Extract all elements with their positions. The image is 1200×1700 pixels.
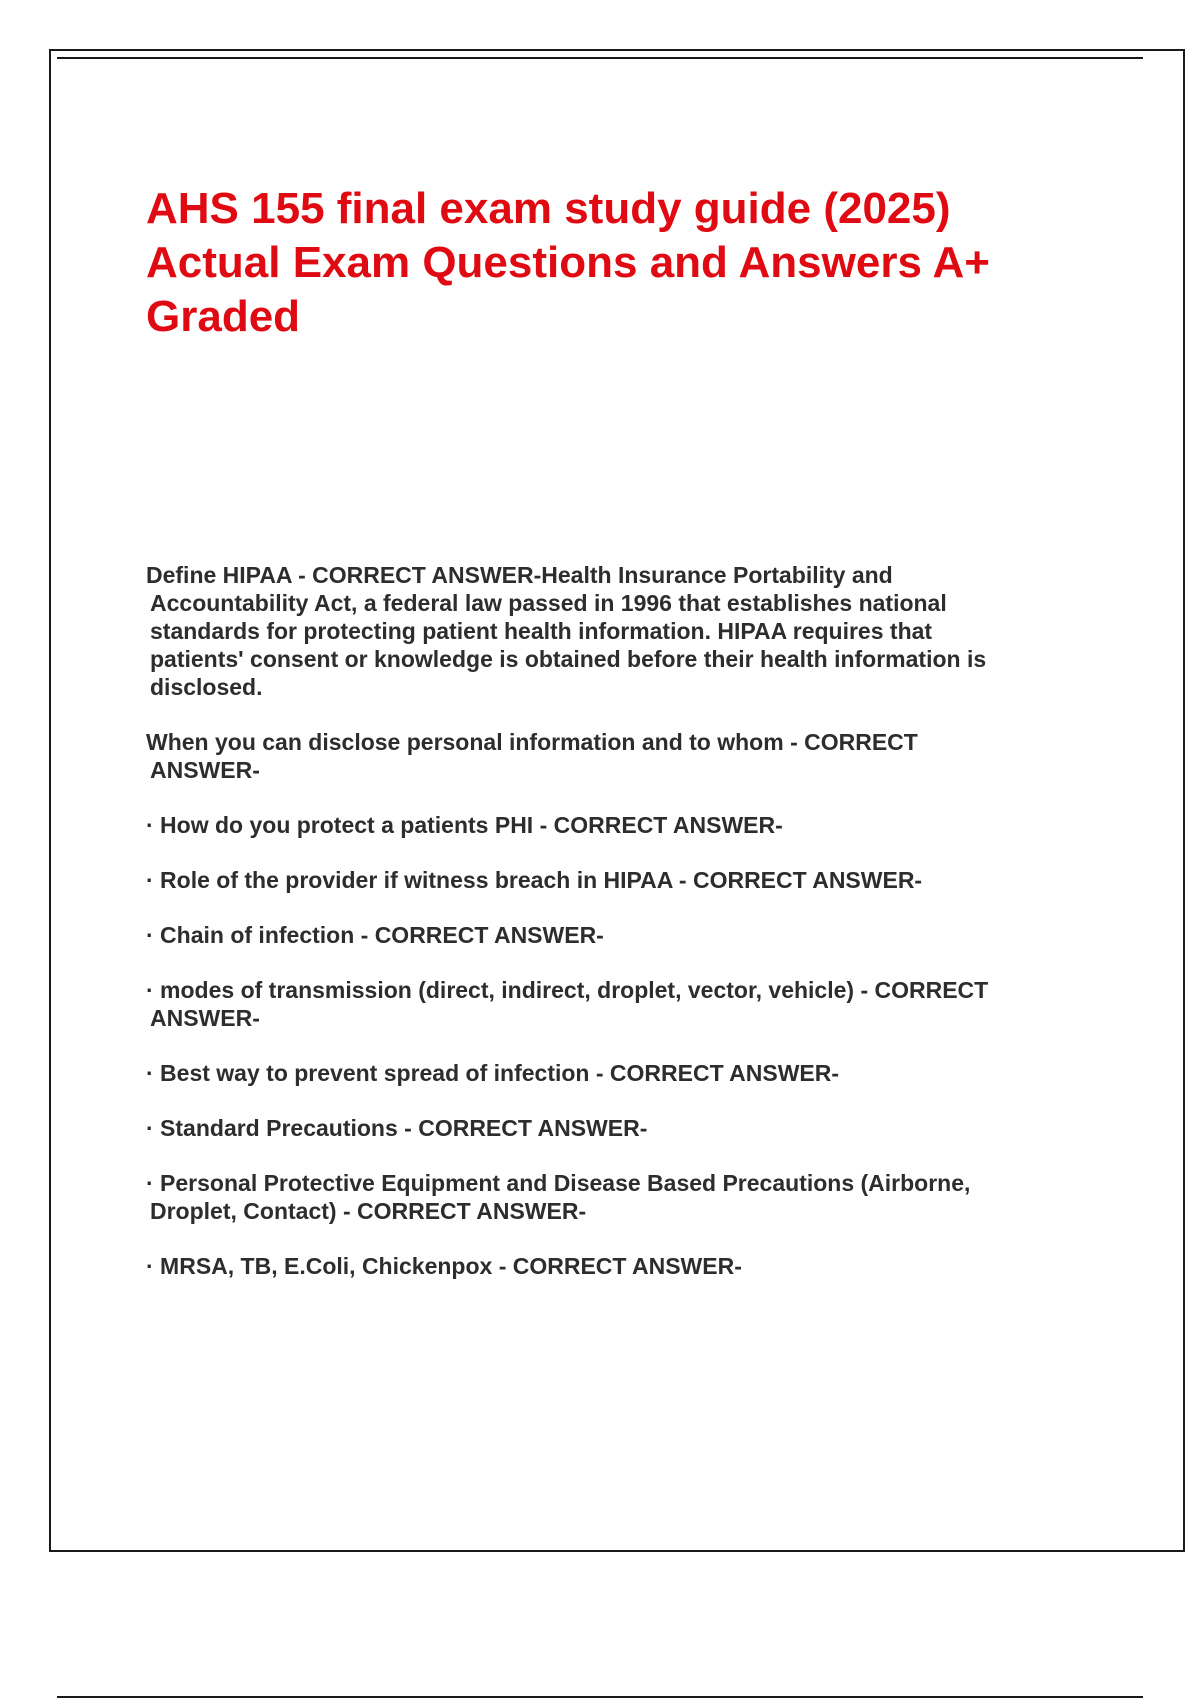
title-line-1: AHS 155 final exam study guide (2025) [146, 184, 951, 233]
qa-line: · Chain of infection - CORRECT ANSWER- [146, 922, 604, 948]
qa-line: · How do you protect a patients PHI - CORRECT ANSWER- [146, 812, 783, 838]
top-rule [57, 57, 1143, 59]
qa-item-ppe-precautions [146, 1169, 1076, 1225]
qa-line: When you can disclose personal information and to whom - CORRECT [146, 729, 918, 755]
bottom-rule [57, 1696, 1143, 1698]
qa-line: Accountability Act, a federal law passed in 1996 that establishes national [150, 590, 947, 616]
qa-line: Define HIPAA - CORRECT ANSWER-Health Insurance Portability and [146, 562, 893, 588]
qa-list [146, 561, 1076, 1307]
qa-item-standard-precautions [146, 1114, 1076, 1142]
qa-line: · Best way to prevent spread of infection - CORRECT ANSWER- [146, 1060, 840, 1086]
qa-item-disclose-info [146, 728, 1076, 784]
qa-line: Droplet, Contact) - CORRECT ANSWER- [150, 1198, 587, 1224]
qa-item-mrsa-tb-ecoli [146, 1252, 1076, 1280]
qa-line: ANSWER- [150, 757, 260, 783]
qa-line: · Standard Precautions - CORRECT ANSWER- [146, 1115, 648, 1141]
qa-item-modes-of-transmission [146, 976, 1076, 1032]
title-line-2: Actual Exam Questions and Answers A+ [146, 238, 990, 287]
qa-item-define-hipaa [146, 561, 1076, 701]
qa-item-prevent-spread [146, 1059, 1076, 1087]
qa-line: patients' consent or knowledge is obtained before their health information is [150, 646, 987, 672]
qa-line: ANSWER- [150, 1005, 260, 1031]
qa-item-protect-phi [146, 811, 1076, 839]
qa-line: · Role of the provider if witness breach in HIPAA - CORRECT ANSWER- [146, 867, 923, 893]
qa-line: disclosed. [150, 674, 263, 700]
qa-line: · Personal Protective Equipment and Disease Based Precautions (Airborne, [146, 1170, 971, 1196]
qa-line: standards for protecting patient health information. HIPAA requires that [150, 618, 933, 644]
qa-line: · modes of transmission (direct, indirect, droplet, vector, vehicle) - CORRECT [146, 977, 989, 1003]
qa-line: · MRSA, TB, E.Coli, Chickenpox - CORRECT ANSWER- [146, 1253, 742, 1279]
qa-item-chain-of-infection [146, 921, 1076, 949]
title-line-3: Graded [146, 292, 301, 341]
document-title [146, 182, 1066, 344]
qa-item-provider-breach [146, 866, 1076, 894]
